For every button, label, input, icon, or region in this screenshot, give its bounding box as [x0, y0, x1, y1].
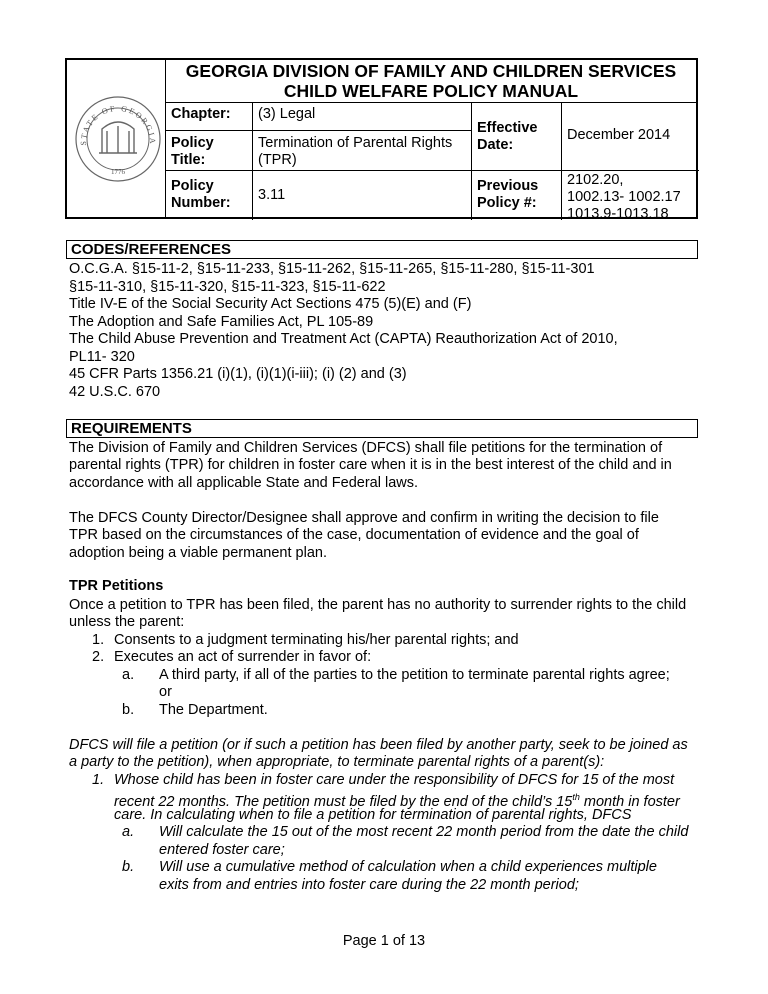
- sub-list-item: or: [159, 684, 172, 700]
- chapter-label: Chapter:: [171, 106, 231, 122]
- title-line-2: CHILD WELFARE POLICY MANUAL: [283, 81, 579, 101]
- page-number: Page 1 of 13: [342, 933, 426, 949]
- sub-list-letter: a.: [122, 824, 135, 840]
- svg-text:1776: 1776: [110, 167, 125, 176]
- sub-list-item: A third party, if all of the parties to the petition to terminate parental rights agree;: [159, 667, 670, 683]
- reference-line: 45 CFR Parts 1356.21 (i)(1), (i)(1)(i-iii); (i) (2) and (3): [69, 366, 407, 382]
- requirements-heading: REQUIREMENTS: [66, 419, 698, 438]
- chapter-value: (3) Legal: [258, 106, 316, 122]
- requirements-para-line: adoption being a viable permanent plan.: [69, 545, 327, 561]
- reference-line: O.C.G.A. §15-11-2, §15-11-233, §15-11-262, §15-11-265, §15-11-280, §15-11-301: [69, 261, 595, 277]
- reference-line: The Child Abuse Prevention and Treatment Act (CAPTA) Reauthorization Act of 2010,: [69, 331, 618, 347]
- policy-header: [65, 58, 698, 222]
- list-number: 2.: [92, 649, 105, 665]
- effective-date-value: December 2014: [567, 127, 671, 143]
- list-number: 1.: [92, 772, 105, 788]
- policy-info-grid: [165, 102, 696, 222]
- sub-list-item: entered foster care;: [159, 842, 285, 858]
- manual-title: [165, 60, 696, 102]
- title-line-1: GEORGIA DIVISION OF FAMILY AND CHILDREN SERVICES: [185, 61, 677, 81]
- requirements-para-line: TPR based on the circumstances of the case, documentation of evidence and the goal of: [69, 527, 639, 543]
- sub-list-item: The Department.: [159, 702, 268, 718]
- tpr-intro-line: unless the parent:: [69, 614, 185, 630]
- sub-list-letter: a.: [122, 667, 135, 683]
- codes-references-heading: CODES/REFERENCES: [66, 240, 698, 259]
- policy-title-label: Policy Title:: [171, 135, 214, 168]
- requirements-para-line: accordance with all applicable State and Federal laws.: [69, 475, 419, 491]
- sub-list-letter: b.: [122, 859, 135, 875]
- requirements-para-line: The DFCS County Director/Designee shall approve and confirm in writing the decision to file: [69, 510, 659, 526]
- list-item-line: recent 22 months. The petition must be filed by the end of the child’s 15th month in foster: [114, 792, 680, 810]
- dfcs-intro-line: a party to the petition), when appropriate, to terminate parental rights of a parent(s):: [69, 754, 605, 770]
- reference-line: §15-11-310, §15-11-320, §15-11-323, §15-11-622: [69, 279, 386, 295]
- georgia-state-seal: [70, 60, 165, 217]
- reference-line: 42 U.S.C. 670: [69, 384, 161, 400]
- previous-policy-label: Previous Policy #:: [477, 178, 539, 211]
- list-item: Whose child has been in foster care under the responsibility of DFCS for 15 of the most: [114, 772, 675, 788]
- requirements-para-line: The Division of Family and Children Services (DFCS) shall file petitions for the termination of: [69, 440, 663, 456]
- previous-policy-value: 2102.20, 1002.13- 1002.17 1013.9-1013.18: [567, 172, 681, 222]
- policy-title-value: Termination of Parental Rights (TPR): [258, 135, 453, 168]
- policy-number-label: Policy Number:: [171, 178, 231, 211]
- sub-list-item: exits from and entries into foster care during the 22 month period;: [159, 877, 579, 893]
- list-item-line: care. In calculating when to file a petition for termination of parental rights, DFCS: [114, 807, 632, 823]
- svg-text:STATE OF GEORGIA: STATE OF GEORGIA: [78, 103, 157, 146]
- sub-list-item: Will use a cumulative method of calculation when a child experiences multiple: [159, 859, 657, 875]
- sub-list-letter: b.: [122, 702, 135, 718]
- sub-list-item: Will calculate the 15 out of the most recent 22 month period from the date the child: [159, 824, 689, 840]
- reference-line: The Adoption and Safe Families Act, PL 105-89: [69, 314, 374, 330]
- tpr-petitions-heading: TPR Petitions: [69, 578, 164, 594]
- dfcs-intro-line: DFCS will file a petition (or if such a petition has been filed by another party, seek to be joined as: [69, 737, 688, 753]
- reference-line: PL11- 320: [69, 349, 135, 365]
- list-item: Executes an act of surrender in favor of:: [114, 649, 372, 665]
- list-item: Consents to a judgment terminating his/her parental rights; and: [114, 632, 519, 648]
- policy-number-value: 3.11: [258, 187, 286, 203]
- reference-line: Title IV-E of the Social Security Act Sections 475 (5)(E) and (F): [69, 296, 472, 312]
- requirements-para-line: parental rights (TPR) for children in foster care when it is in the best interest of the child and in: [69, 457, 672, 473]
- list-number: 1.: [92, 632, 105, 648]
- tpr-intro-line: Once a petition to TPR has been filed, the parent has no authority to surrender rights to the child: [69, 597, 687, 613]
- effective-date-label: Effective Date:: [477, 120, 538, 153]
